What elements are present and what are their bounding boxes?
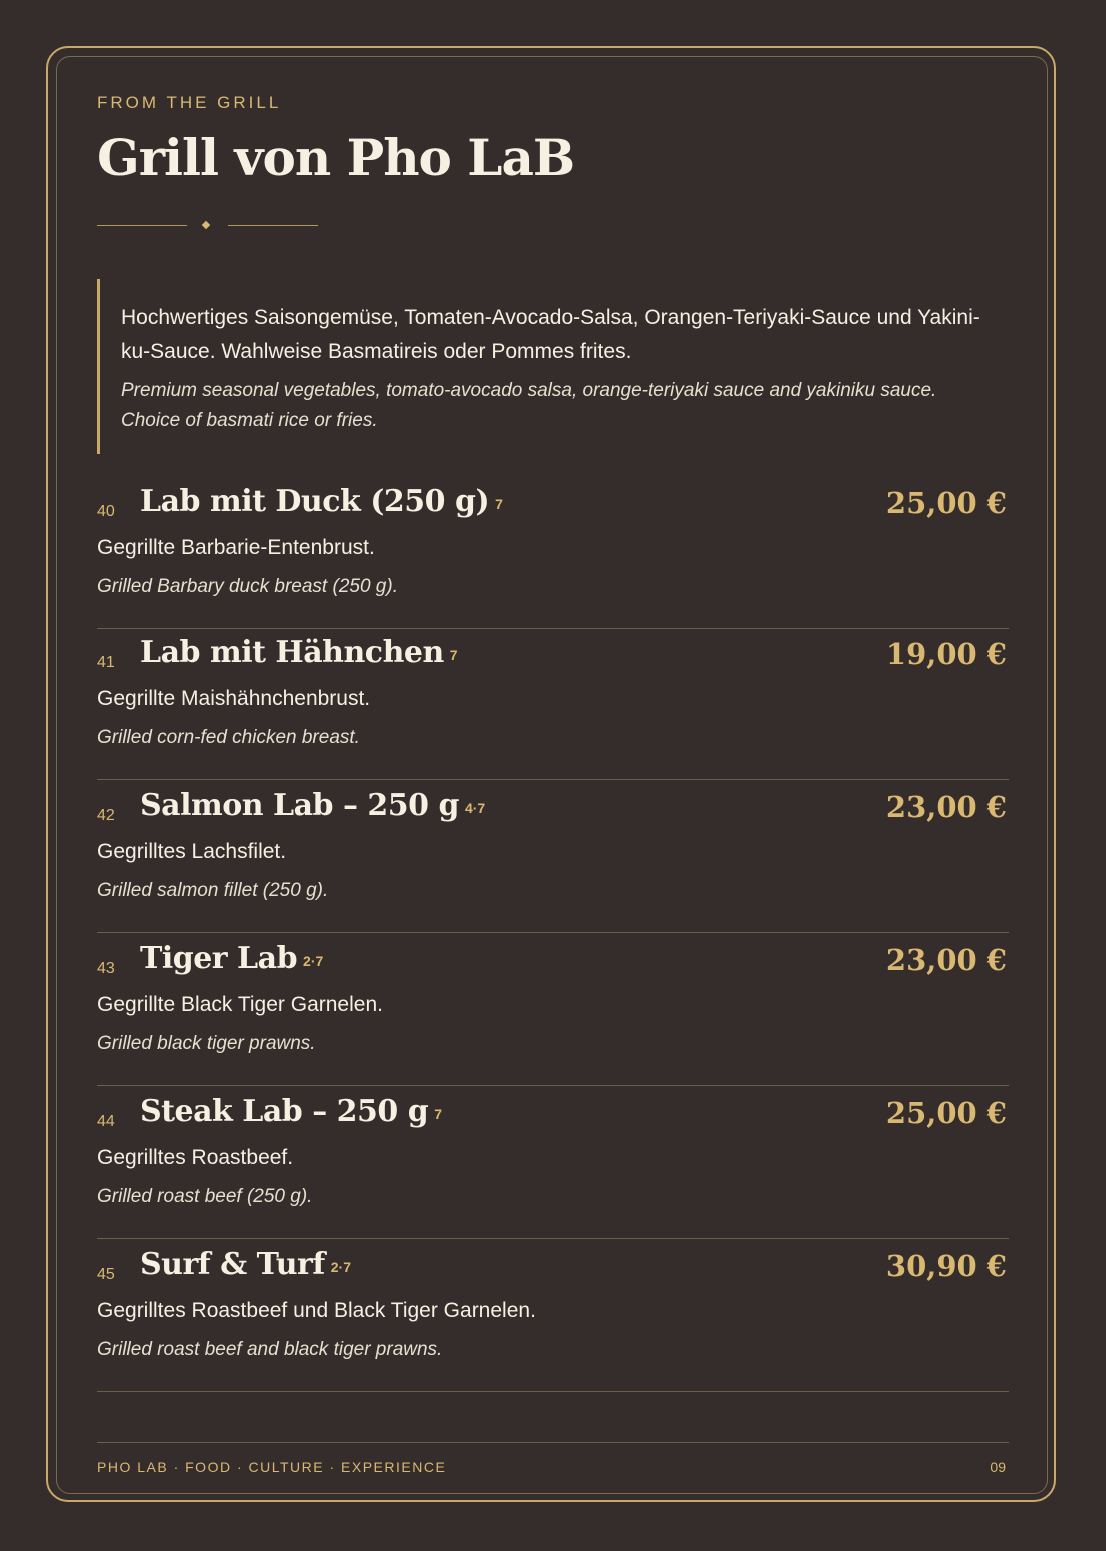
item-price: 19,00 €: [885, 637, 1007, 671]
intro-text-english: Premium seasonal vegetables, tomato-avocado salsa, orange-teriyaki sauce and yakiniku sauce. Choice of basmati rice or fries.: [121, 380, 937, 431]
item-heading: [140, 1247, 351, 1282]
menu-item: [97, 476, 1009, 629]
item-description-english: Grilled corn-fed chicken breast.: [97, 727, 360, 748]
item-heading: [140, 484, 503, 519]
intro-text-german: Hochwertiges Saisongemüse, Tomaten-Avocado-Salsa, Orangen-Teriyaki-Sauce und Yakini-ku-Sauce. Wahlweise Basmatireis oder Pommes frites.: [121, 306, 980, 363]
item-description-german: Gegrillte Black Tiger Garnelen.: [97, 993, 383, 1016]
menu-item: [97, 1239, 1009, 1392]
item-heading: [140, 635, 458, 670]
section-eyebrow: FROM THE GRILL: [97, 93, 282, 112]
item-price: 23,00 €: [885, 943, 1007, 977]
item-number: 41: [97, 654, 115, 671]
item-price: 25,00 €: [885, 486, 1007, 520]
item-heading: [140, 1094, 442, 1129]
item-allergens: 7: [449, 647, 458, 663]
item-description-german: Gegrillte Maishähnchenbrust.: [97, 687, 371, 710]
intro-block: [97, 279, 997, 454]
item-number: 42: [97, 807, 115, 824]
page-title: Grill von Pho LaB: [97, 128, 575, 187]
item-description-english: Grilled salmon fillet (250 g).: [97, 880, 329, 901]
item-description-german: Gegrilltes Roastbeef und Black Tiger Garnelen.: [97, 1299, 536, 1322]
item-allergens: 2·7: [303, 953, 324, 969]
item-description-english: Grilled Barbary duck breast (250 g).: [97, 576, 398, 597]
item-name: Steak Lab – 250 g: [140, 1094, 429, 1129]
item-number: 43: [97, 960, 115, 977]
title-divider-right: [228, 225, 318, 226]
item-allergens: 2·7: [330, 1259, 351, 1275]
item-name: Tiger Lab: [140, 941, 298, 976]
item-price: 23,00 €: [885, 790, 1007, 824]
menu-item: [97, 627, 1009, 780]
item-description-german: Gegrillte Barbarie-Entenbrust.: [97, 536, 375, 559]
menu-item: [97, 933, 1009, 1086]
page-number: 09: [990, 1459, 1006, 1475]
item-price: 30,90 €: [885, 1249, 1007, 1283]
item-number: 45: [97, 1266, 115, 1283]
footer-tagline: PHO LAB · FOOD · CULTURE · EXPERIENCE: [97, 1459, 447, 1475]
item-heading: [140, 788, 485, 823]
item-name: Salmon Lab – 250 g: [140, 788, 459, 823]
item-price: 25,00 €: [885, 1096, 1007, 1130]
item-number: 44: [97, 1113, 115, 1130]
item-heading: [140, 941, 323, 976]
item-allergens: 7: [434, 1106, 443, 1122]
item-description-german: Gegrilltes Roastbeef.: [97, 1146, 294, 1169]
item-number: 40: [97, 503, 115, 520]
item-description-german: Gegrilltes Lachsfilet.: [97, 840, 287, 863]
item-name: Lab mit Duck (250 g): [140, 484, 490, 519]
item-description-english: Grilled roast beef and black tiger prawns.: [97, 1339, 443, 1360]
item-description-english: Grilled black tiger prawns.: [97, 1033, 316, 1054]
item-allergens: 7: [495, 496, 503, 512]
item-name: Surf & Turf: [140, 1247, 325, 1282]
menu-item: [97, 1086, 1009, 1239]
footer-divider: [97, 1442, 1009, 1443]
item-name: Lab mit Hähnchen: [140, 635, 444, 670]
menu-item: [97, 780, 1009, 933]
item-allergens: 4·7: [464, 800, 486, 816]
title-divider-left: [97, 225, 187, 226]
item-description-english: Grilled roast beef (250 g).: [97, 1186, 313, 1207]
